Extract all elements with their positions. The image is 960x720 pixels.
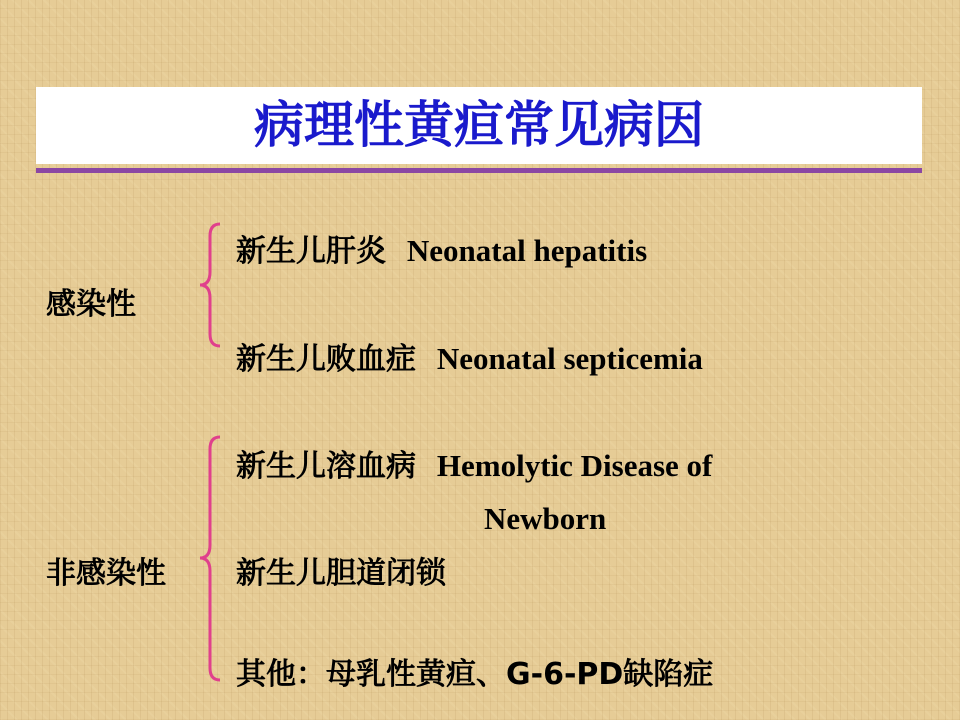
title-divider — [36, 168, 922, 173]
item-en: Neonatal hepatitis — [406, 233, 648, 268]
list-item-neonatal-hepatitis — [236, 233, 647, 270]
item-zh: 新生儿肝炎 — [236, 234, 386, 269]
item-en: Hemolytic Disease of — [436, 448, 713, 483]
list-item-hemolytic-disease-continued: Newborn — [484, 501, 607, 536]
group-label-non-infectious: 非感染性 — [46, 556, 166, 591]
curly-brace-icon — [196, 435, 226, 682]
item-en: Neonatal septicemia — [436, 341, 703, 376]
item-zh: 新生儿溶血病 — [236, 449, 416, 484]
curly-brace-icon — [196, 222, 226, 348]
list-item-biliary-atresia: 新生儿胆道闭锁 — [236, 556, 446, 591]
list-item-hemolytic-disease — [236, 448, 712, 485]
list-item-neonatal-septicemia — [236, 341, 703, 378]
group-label-infectious: 感染性 — [46, 287, 136, 322]
slide-title: 病理性黄疸常见病因 — [254, 96, 704, 154]
title-box — [36, 87, 922, 164]
item-zh: 新生儿败血症 — [236, 342, 416, 377]
list-item-others: 其他：母乳性黄疸、G-6-PD缺陷症 — [236, 657, 714, 692]
